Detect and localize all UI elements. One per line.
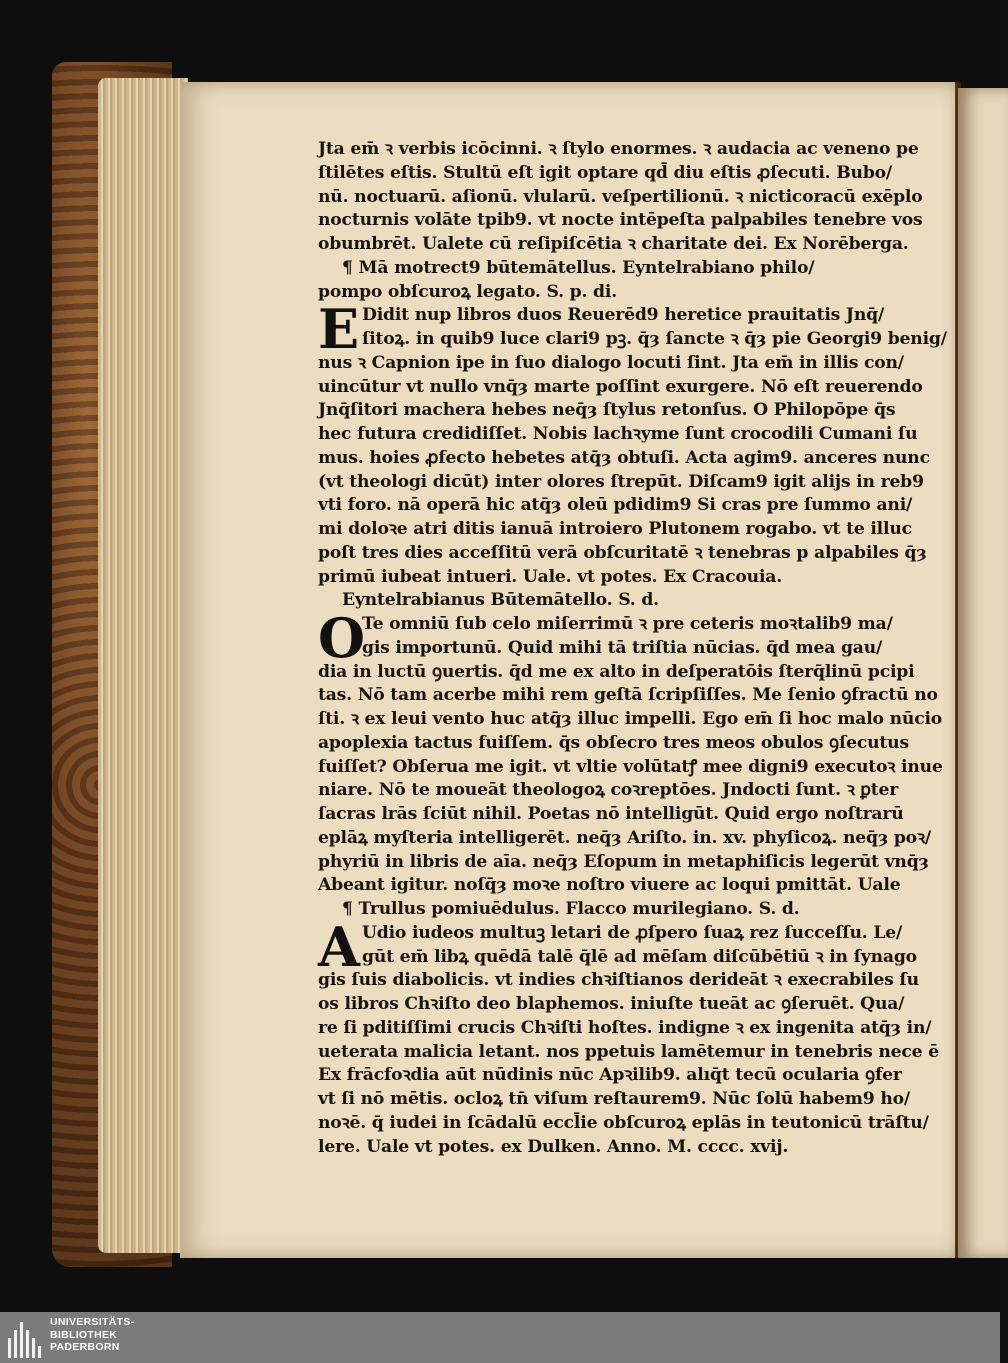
text-line: (vt theologi dicūt) inter olores ſtrepūt. Diſcam9 igit alijs in reb9 <box>318 471 924 492</box>
text-line: mus. hoies ꝓfecto hebetes atq̄ȝ obtuſi. Acta agim9. anceres nunc <box>318 447 930 468</box>
text-line: ſti. ꝛ ex leui vento huc atq̄ȝ illuc impelli. Ego em̄ ſi hoc malo nūcio <box>318 709 943 729</box>
text-line: gūt em̄ libꝝ quēdā talē q̄lē ad mēſam diſcūbētiū ꝛ in ſynago <box>362 946 917 967</box>
initial-letter-a: A <box>318 915 360 979</box>
text-line: primū iubeat intueri. Uale. vt potes. Ex Cracouia. <box>318 566 782 587</box>
text-line: phyriū in libris de aīa. neq̄ȝ Eſopum in metaphiſicis legerūt vnq̄ȝ <box>318 851 929 872</box>
letter-heading: ¶ Trullus pomiuēdulus. Flacco murilegiano. S. d. <box>342 899 800 919</box>
text-line: Te omniū ſub celo miſerrimū ꝛ pre ceteris moꝛtalib9 ma/ <box>362 614 893 634</box>
text-line: gis importunū. Quid mihi tā triſtia nūcias. q̄d mea gau/ <box>362 637 883 658</box>
text-line: ueterata malicia letant. nos ppetuis lamētemur in tenebris nece ē <box>318 1041 939 1062</box>
logo-line: UNIVERSITÄTS- <box>50 1316 135 1328</box>
text-line: ſitoꝝ. in quib9 luce clari9 pꝫ. q̄ȝ ſancte ꝛ q̄ȝ pie Georgi9 benig/ <box>362 329 947 349</box>
text-line: nū. noctuarū. aſionū. vlularū. veſpertilionū. ꝛ nicticoracū exēplo <box>318 186 923 207</box>
text-line: gis ſuis diabolicis. vt indies chꝛiſtianos derideāt ꝛ execrabiles ſu <box>318 970 919 991</box>
text-line: vti foro. nā operā hic atq̄ȝ oleū pdidim9 Si cras pre ſummo ani/ <box>318 495 913 516</box>
text-line: Didit nup libros duos Reuerēd9 heretice prauitatis Jnq̄/ <box>362 305 885 326</box>
letter-heading-cont: pompo obſcuroꝝ legato. S. p. di. <box>318 281 617 302</box>
logo-line: PADERBORN <box>50 1341 120 1353</box>
text-line: Udio iudeos multuꝫ letari de ꝓſpero ſuaꝝ rez ſucceſſu. Le/ <box>362 922 903 943</box>
text-line: eplāꝝ myſteria intelligerēt. neq̄ȝ Ariſto. in. xv. phyſicoꝝ. neq̄ȝ poꝛ/ <box>318 827 931 848</box>
letter-heading: Eyntelrabianus Būtemātello. S. d. <box>342 590 659 611</box>
text-line: poſt tres dies acceſſitū verā obſcuritatē ꝛ tenebras p alpabiles q̄ȝ <box>318 542 927 563</box>
text-line: vt ſi nō mētis. ocloꝝ tn̄ viſum reſtaurem9. Nūc ſolū habem9 ho/ <box>318 1089 910 1109</box>
text-line: mi doloꝛe atri ditis ianuā introiero Plutonem rogabo. vt te illuc <box>318 519 912 539</box>
letter-heading: ¶ Mā motrect9 būtemātellus. Eyntelrabiano philo/ <box>342 257 815 278</box>
text-line: ſtilētes eſtis. Stultū eſt igit optare qd̄ diu eſtis ꝓſecuti. Bubo/ <box>318 162 893 183</box>
initial-letter-o: O <box>318 606 365 670</box>
initial-letter-e: E <box>318 297 359 361</box>
text-line: ſacras lrās ſciūt nihil. Poetas nō intelligūt. Quid ergo noſtrarū <box>318 804 904 824</box>
footer-bar <box>0 1312 1000 1363</box>
text-line: Jnq̄ſitori machera hebes neq̄ȝ ſtylus retonſus. O Philopōpe q̄s <box>318 400 896 421</box>
page-text <box>318 138 947 1159</box>
text-line: uincūtur vt nullo vnq̄ȝ marte poſſint exurgere. Nō eſt reuerendo <box>318 376 923 397</box>
text-line: re ſi pditiſſimi crucis Chꝛiſti hoſtes. indigne ꝛ ex ingenita atq̄ȝ in/ <box>318 1017 932 1038</box>
text-line: noꝛē. q̄ iudei in ſcādalū eccl̄ie obſcuroꝝ eplās in teutonicū trāſtu/ <box>318 1112 929 1133</box>
text-line: fuiſſet? Obſerua me igit. vt vltie volūtatꝭ mee digni9 executoꝛ inue <box>318 756 943 777</box>
text-line: dia in luctū ꝯuertis. q̄d me ex alto in deſperatōis ſterq̄linū pcipi <box>318 661 915 682</box>
page-edges <box>98 78 188 1253</box>
text-line: lere. Uale vt potes. ex Dulken. Anno. M. cccc. xvij. <box>318 1136 789 1157</box>
text-line: obumbrēt. Ualete cū reſipiſcētia ꝛ charitate dei. Ex Norēberga. <box>318 234 909 254</box>
text-line: hec futura credidiſſet. Nobis lachꝛyme ſunt crocodili Cumani ſu <box>318 424 918 444</box>
text-line: nus ꝛ Capnion ipe in ſuo dialogo locuti ſint. Jta em̄ in illis con/ <box>318 352 904 373</box>
logo-line: BIBLIOTHEK <box>50 1328 118 1341</box>
text-line: Jta em̄ ꝛ verbis icōcinni. ꝛ ſtylo enormes. ꝛ audacia ac veneno pe <box>318 139 919 159</box>
library-logo-icon <box>8 1322 42 1358</box>
text-line: niare. Nō te moueāt theologoꝝ coꝛreptōes. Jndocti ſunt. ꝛ ꝑter <box>318 780 899 801</box>
text-line: nocturnis volāte tpib9. vt nocte intēpeſta palpabiles tenebre vos <box>318 210 923 231</box>
text-line: os libros Chꝛiſto deo blaphemos. iniuſte tueāt ac ꝯſeruēt. Qua/ <box>318 994 905 1014</box>
text-line: Abeant igitur. noſq̄ȝ moꝛe noſtro viuere ac loqui pmittāt. Uale <box>318 875 901 896</box>
text-line: tas. Nō tam acerbe mihi rem geſtā ſcripſiſſes. Me ſenio ꝯfractū no <box>318 685 938 706</box>
text-line: apoplexia tactus fuiſſem. q̄s obſecro tres meos obulos ꝯſecutus <box>318 732 909 753</box>
text-line: Ex frācfoꝛdia aūt nūdinis nūc Apꝛilib9. alıq̄t tecū ocularia ꝯfer <box>318 1065 902 1086</box>
library-logo-text <box>50 1316 134 1354</box>
facing-page-edge <box>958 88 1008 1258</box>
